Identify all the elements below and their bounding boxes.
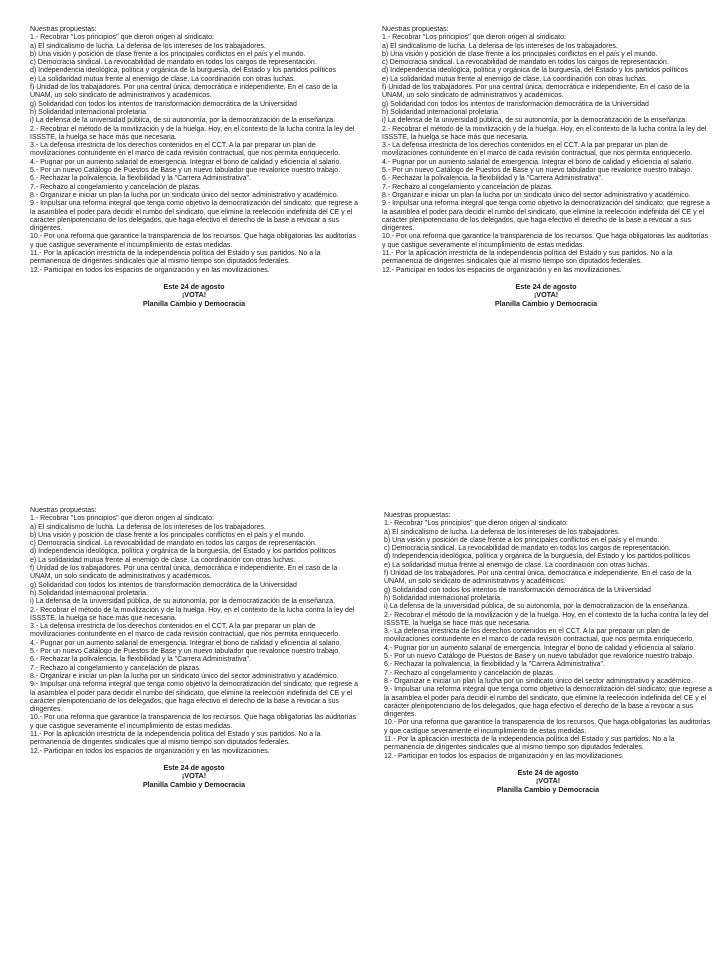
- proposal-item: h) Solidaridad internacional proletaria.: [30, 589, 148, 597]
- proposal-item: 8.- Organizar e iniciar un plan la lucha por un sindicato único del sector administrativo y académico.: [30, 672, 339, 680]
- proposal-item: 1.- Recobrar "Los principios" que dieron origen al sindicato:: [384, 520, 568, 528]
- proposal-item: i) La defensa de la universidad pública, de su autonomía, por la democratización de la enseñanza.: [384, 603, 690, 611]
- proposal-item: 11.- Por la aplicación irrestricta de la independencia política del Estado y sus partidos. No a la permanencia de dirigentes sindicales que al mismo tiempo son diputados federales.: [384, 736, 675, 752]
- proposal-item: f) Unidad de los trabajadores. Por una central única, democrática e independiente. En el caso de la UNAM, un solo sindicato de administrativos y académicos.: [384, 570, 692, 586]
- flyer-footer: [30, 764, 358, 790]
- proposal-item: 6.- Rechazar la polivalencia, la flexibilidad y la "Carrera Administrativa".: [30, 175, 251, 183]
- proposal-item: 10.- Por una reforma que garantice la transparencia de los recursos. Que haga obligatorias las auditorías y que castigue severamente el incumplimiento de estas medidas.: [382, 233, 709, 249]
- proposal-item: 11.- Por la aplicación irrestricta de la independencia política del Estado y sus partidos. No a la permanencia de dirigentes sindicales que al mismo tiempo son diputados federales.: [30, 250, 321, 266]
- proposal-item: 4.- Pugnar por un aumento salarial de emergencia. Integrar el bono de calidad y eficiencia al salario.: [384, 644, 696, 652]
- proposal-item: h) Solidaridad internacional proletaria.: [384, 594, 502, 602]
- slate-name: Planilla Cambio y Democracia: [494, 298, 598, 308]
- proposal-item: 5.- Por un nuevo Catálogo de Puestos de Base y un nuevo tabulador que revalorice nuestro trabajo.: [382, 167, 693, 175]
- proposal-item: 2.- Recobrar el método de la movilización y de la huelga. Hoy, en el contexto de la lucha contra la ley del ISSSTE, la huelga se hace más que necesaria.: [30, 606, 355, 622]
- proposal-item: 7.- Rechazo al congelamiento y cancelación de plazas.: [384, 669, 555, 677]
- proposal-item: 9.- Impulsar una reforma integral que tenga como objetivo la democratización del sindicato; que regrese a la asamblea el poder para decidir el rumbo del sindicato, que elimine la reelección indefinida del CE y el carácter plenipotenciario de los delegados, que haga efectivo el derecho de la base a revocar a sus dirigentes.: [384, 686, 713, 719]
- proposal-list: [382, 34, 710, 275]
- proposal-item: 1.- Recobrar "Los principios" que dieron origen al sindicato:: [382, 34, 566, 42]
- proposal-item: 4.- Pugnar por un aumento salarial de emergencia. Integrar el bono de calidad y eficiencia al salario.: [382, 158, 694, 166]
- proposal-item: f) Unidad de los trabajadores. Por una central única, democrática e independiente. En el caso de la UNAM, un solo sindicato de administrativos y académicos.: [30, 565, 338, 581]
- flyer-heading: Nuestras propuestas:: [384, 512, 451, 519]
- flyer-heading: Nuestras propuestas:: [30, 26, 97, 33]
- proposal-item: d) Independencia ideológica, política y orgánica de la burguesía, del Estado y los partidos políticos: [382, 67, 688, 75]
- proposal-item: c) Democracia sindical. La revocabilidad de mandato en todos los cargos de representación.: [30, 540, 317, 548]
- flyer-top-right: [382, 26, 710, 308]
- proposal-item: i) La defensa de la universidad pública, de su autonomía, por la democratización de la enseñanza.: [30, 598, 336, 606]
- proposal-item: 3.- La defensa irrestricta de los derechos contenidos en el CCT. A la par preparar un plan de movilizaciones contundente en el marco de cada revisión contractual, que nos permita enriquecerlo.: [384, 628, 695, 644]
- slate-name: Planilla Cambio y Democracia: [142, 779, 246, 789]
- proposal-item: 2.- Recobrar el método de la movilización y de la huelga. Hoy, en el contexto de la lucha contra la ley del ISSSTE, la huelga se hace más que necesaria.: [384, 611, 709, 627]
- proposal-item: 7.- Rechazo al congelamiento y cancelación de plazas.: [30, 664, 201, 672]
- slate-name: Planilla Cambio y Democracia: [142, 298, 246, 308]
- election-date: Este 24 de agosto: [163, 762, 225, 772]
- proposal-item: 6.- Rechazar la polivalencia, la flexibilidad y la "Carrera Administrativa".: [30, 656, 251, 664]
- proposal-item: 10.- Por una reforma que garantice la transparencia de los recursos. Que haga obligatorias las auditorías y que castigue severamente el incumplimiento de estas medidas.: [30, 233, 357, 249]
- proposal-item: b) Una visión y posición de clase frente a los principales conflictos en el país y el mundo.: [30, 50, 306, 58]
- proposal-item: 9.- Impulsar una reforma integral que tenga como objetivo la democratización del sindicato; que regrese a la asamblea el poder para decidir el rumbo del sindicato, que elimine la reelección indefinida del CE y el carácter plenipotenciario de los delegados, que haga efectivo el derecho de la base a revocar a sus dirigentes.: [382, 200, 711, 233]
- proposal-item: b) Una visión y posición de clase frente a los principales conflictos en el país y el mundo.: [382, 50, 658, 58]
- proposal-item: 10.- Por una reforma que garantice la transparencia de los recursos. Que haga obligatorias las auditorías y que castigue severamente el incumplimiento de estas medidas.: [30, 714, 357, 730]
- proposal-item: 5.- Por un nuevo Catálogo de Puestos de Base y un nuevo tabulador que revalorice nuestro trabajo.: [384, 653, 695, 661]
- proposal-list: [30, 34, 358, 275]
- proposal-item: c) Democracia sindical. La revocabilidad de mandato en todos los cargos de representación.: [384, 545, 671, 553]
- proposal-item: c) Democracia sindical. La revocabilidad de mandato en todos los cargos de representación.: [382, 59, 669, 67]
- proposal-item: b) Una visión y posición de clase frente a los principales conflictos en el país y el mundo.: [384, 536, 660, 544]
- flyer-footer: [382, 283, 710, 309]
- proposal-item: 12.- Participar en todos los espacios de organización y en las movilizaciones.: [382, 266, 622, 274]
- election-date: Este 24 de agosto: [163, 281, 225, 291]
- flyer-bottom-right: [384, 512, 712, 794]
- proposal-item: 5.- Por un nuevo Catálogo de Puestos de Base y un nuevo tabulador que revalorice nuestro trabajo.: [30, 167, 341, 175]
- proposal-item: h) Solidaridad internacional proletaria.: [382, 108, 500, 116]
- proposal-item: f) Unidad de los trabajadores. Por una central única, democrática e independiente. En el caso de la UNAM, un solo sindicato de administrativos y académicos.: [30, 84, 338, 100]
- proposal-item: 1.- Recobrar "Los principios" que dieron origen al sindicato:: [30, 515, 214, 523]
- proposal-item: f) Unidad de los trabajadores. Por una central única, democrática e independiente. En el caso de la UNAM, un solo sindicato de administrativos y académicos.: [382, 84, 690, 100]
- proposal-item: a) El sindicalismo de lucha. La defensa de los intereses de los trabajadores.: [384, 528, 620, 536]
- proposal-item: g) Solidaridad con todos los intentos de transformación democrática de la Universidad: [30, 581, 297, 589]
- proposal-item: e) La solidaridad mutua frente al enemigo de clase. La coordinación con otras luchas.: [30, 75, 296, 83]
- proposal-list: [384, 520, 712, 761]
- proposal-item: g) Solidaridad con todos los intentos de transformación democrática de la Universidad: [384, 586, 651, 594]
- proposal-item: e) La solidaridad mutua frente al enemigo de clase. La coordinación con otras luchas.: [384, 561, 650, 569]
- vote-call: ¡VOTA!: [533, 290, 559, 300]
- election-date: Este 24 de agosto: [517, 767, 579, 777]
- proposal-item: a) El sindicalismo de lucha. La defensa de los intereses de los trabajadores.: [30, 523, 266, 531]
- proposal-item: 2.- Recobrar el método de la movilización y de la huelga. Hoy, en el contexto de la lucha contra la ley del ISSSTE, la huelga se hace más que necesaria.: [30, 125, 355, 141]
- proposal-item: d) Independencia ideológica, política y orgánica de la burguesía, del Estado y los partidos políticos: [30, 67, 336, 75]
- proposal-item: 7.- Rechazo al congelamiento y cancelación de plazas.: [382, 183, 553, 191]
- proposal-item: e) La solidaridad mutua frente al enemigo de clase. La coordinación con otras luchas.: [30, 556, 296, 564]
- proposal-item: a) El sindicalismo de lucha. La defensa de los intereses de los trabajadores.: [30, 42, 266, 50]
- proposal-item: i) La defensa de la universidad pública, de su autonomía, por la democratización de la enseñanza.: [382, 117, 688, 125]
- proposal-item: 9.- Impulsar una reforma integral que tenga como objetivo la democratización del sindicato; que regrese a la asamblea el poder para decidir el rumbo del sindicato, que elimine la reelección indefinida del CE y el carácter plenipotenciario de los delegados, que haga efectivo el derecho de la base a revocar a sus dirigentes.: [30, 681, 359, 714]
- proposal-item: 11.- Por la aplicación irrestricta de la independencia política del Estado y sus partidos. No a la permanencia de dirigentes sindicales que al mismo tiempo son diputados federales.: [382, 250, 673, 266]
- proposal-item: d) Independencia ideológica, política y orgánica de la burguesía, del Estado y los partidos políticos: [30, 548, 336, 556]
- proposal-item: 6.- Rechazar la polivalencia, la flexibilidad y la "Carrera Administrativa".: [384, 661, 605, 669]
- flyer-bottom-left: [30, 507, 358, 789]
- proposal-item: 11.- Por la aplicación irrestricta de la independencia política del Estado y sus partidos. No a la permanencia de dirigentes sindicales que al mismo tiempo son diputados federales.: [30, 731, 321, 747]
- vote-call: ¡VOTA!: [181, 771, 207, 781]
- proposal-list: [30, 515, 358, 756]
- proposal-item: 3.- La defensa irrestricta de los derechos contenidos en el CCT. A la par preparar un plan de movilizaciones contundente en el marco de cada revisión contractual, que nos permita enriquecerlo.: [30, 142, 341, 158]
- proposal-item: e) La solidaridad mutua frente al enemigo de clase. La coordinación con otras luchas.: [382, 75, 648, 83]
- slate-name: Planilla Cambio y Democracia: [496, 784, 600, 794]
- proposal-item: h) Solidaridad internacional proletaria.: [30, 108, 148, 116]
- proposal-item: 10.- Por una reforma que garantice la transparencia de los recursos. Que haga obligatorias las auditorías y que castigue severamente el incumplimiento de estas medidas.: [384, 719, 711, 735]
- flyer-top-left: [30, 26, 358, 308]
- proposal-item: 3.- La defensa irrestricta de los derechos contenidos en el CCT. A la par preparar un plan de movilizaciones contundente en el marco de cada revisión contractual, que nos permita enriquecerlo.: [382, 142, 693, 158]
- proposal-item: i) La defensa de la universidad pública, de su autonomía, por la democratización de la enseñanza.: [30, 117, 336, 125]
- proposal-item: 4.- Pugnar por un aumento salarial de emergencia. Integrar el bono de calidad y eficiencia al salario.: [30, 158, 342, 166]
- proposal-item: 7.- Rechazo al congelamiento y cancelación de plazas.: [30, 183, 201, 191]
- proposal-item: 5.- Por un nuevo Catálogo de Puestos de Base y un nuevo tabulador que revalorice nuestro trabajo.: [30, 648, 341, 656]
- election-date: Este 24 de agosto: [515, 281, 577, 291]
- vote-call: ¡VOTA!: [535, 776, 561, 786]
- vote-call: ¡VOTA!: [181, 290, 207, 300]
- proposal-item: c) Democracia sindical. La revocabilidad de mandato en todos los cargos de representación.: [30, 59, 317, 67]
- flyer-heading: Nuestras propuestas:: [30, 507, 97, 514]
- proposal-item: 12.- Participar en todos los espacios de organización y en las movilizaciones.: [384, 752, 624, 760]
- proposal-item: 1.- Recobrar "Los principios" que dieron origen al sindicato:: [30, 34, 214, 42]
- flyer-footer: [384, 769, 712, 795]
- flyer-heading: Nuestras propuestas:: [382, 26, 449, 33]
- flyer-footer: [30, 283, 358, 309]
- proposal-item: 12.- Participar en todos los espacios de organización y en las movilizaciones.: [30, 266, 270, 274]
- proposal-item: 2.- Recobrar el método de la movilización y de la huelga. Hoy, en el contexto de la lucha contra la ley del ISSSTE, la huelga se hace más que necesaria.: [382, 125, 707, 141]
- proposal-item: g) Solidaridad con todos los intentos de transformación democrática de la Universidad: [30, 100, 297, 108]
- proposal-item: 8.- Organizar e iniciar un plan la lucha por un sindicato único del sector administrativo y académico.: [382, 191, 691, 199]
- proposal-item: 6.- Rechazar la polivalencia, la flexibilidad y la "Carrera Administrativa".: [382, 175, 603, 183]
- proposal-item: 9.- Impulsar una reforma integral que tenga como objetivo la democratización del sindicato; que regrese a la asamblea el poder para decidir el rumbo del sindicato, que elimine la reelección indefinida del CE y el carácter plenipotenciario de los delegados, que haga efectivo el derecho de la base a revocar a sus dirigentes.: [30, 200, 359, 233]
- proposal-item: 8.- Organizar e iniciar un plan la lucha por un sindicato único del sector administrativo y académico.: [30, 191, 339, 199]
- proposal-item: 4.- Pugnar por un aumento salarial de emergencia. Integrar el bono de calidad y eficiencia al salario.: [30, 639, 342, 647]
- proposal-item: d) Independencia ideológica, política y orgánica de la burguesía, del Estado y los partidos políticos: [384, 553, 690, 561]
- proposal-item: b) Una visión y posición de clase frente a los principales conflictos en el país y el mundo.: [30, 531, 306, 539]
- proposal-item: 12.- Participar en todos los espacios de organización y en las movilizaciones.: [30, 747, 270, 755]
- proposal-item: g) Solidaridad con todos los intentos de transformación democrática de la Universidad: [382, 100, 649, 108]
- proposal-item: 3.- La defensa irrestricta de los derechos contenidos en el CCT. A la par preparar un plan de movilizaciones contundente en el marco de cada revisión contractual, que nos permita enriquecerlo.: [30, 623, 341, 639]
- proposal-item: 8.- Organizar e iniciar un plan la lucha por un sindicato único del sector administrativo y académico.: [384, 677, 693, 685]
- proposal-item: a) El sindicalismo de lucha. La defensa de los intereses de los trabajadores.: [382, 42, 618, 50]
